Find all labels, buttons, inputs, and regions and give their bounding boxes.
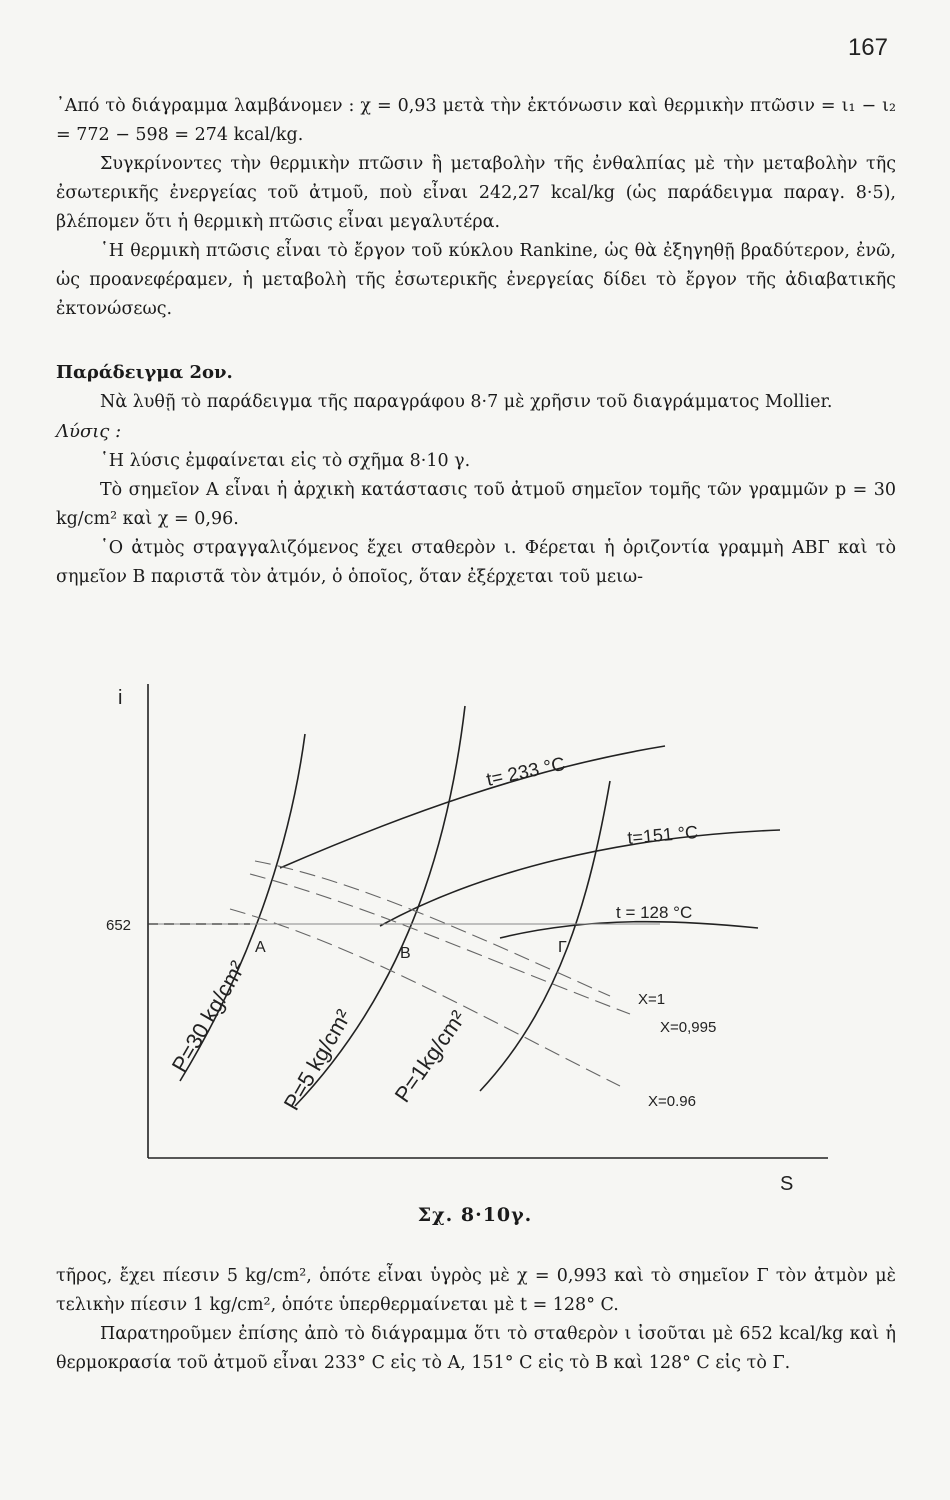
pressure-label-5: P=5 kg/cm² [278, 1005, 357, 1115]
pressure-line-1 [480, 781, 610, 1091]
page-number: 167 [847, 34, 888, 61]
x-axis-label: S [780, 1173, 794, 1195]
figure-caption: Σχ. 8·10γ. [417, 1204, 533, 1226]
tick-label-652: 652 [106, 917, 132, 934]
y-axis-label: i [118, 687, 123, 709]
closing-text [56, 1262, 896, 1378]
pressure-label-1: P=1kg/cm² [389, 1005, 471, 1107]
intro-text [56, 92, 896, 324]
pressure-label-30: P=30 kg/cm² [166, 956, 251, 1077]
example-heading: Παράδειγμα 2ον. [56, 362, 233, 383]
solution-paragraph-2: Τὸ σημεῖον Α εἶναι ἡ ἀρχικὴ κατάστασις τοῦ ἀτμοῦ σημεῖον τομῆς τῶν γραμμῶν p = 30 kg/cm² καὶ χ = 0,96. [56, 480, 896, 529]
quality-line-x0995 [250, 874, 630, 1014]
temp-label-233: t= 233 °C [484, 753, 568, 791]
paragraph-continuation: τῆρος, ἔχει πίεσιν 5 kg/cm², ὁπότε εἶναι ὑγρὸς μὲ χ = 0,993 καὶ τὸ σημεῖον Γ τὸν ἀτμὸν μὲ τελικὴν πίεσιν 1 kg/cm², ὁπότε ὑπερθερμαίνεται μὲ t = 128° C. [56, 1266, 896, 1315]
example-statement: Νὰ λυθῇ τὸ παράδειγμα τῆς παραγράφου 8·7 μὲ χρῆσιν τοῦ διαγράμματος Mollier. [100, 392, 833, 412]
solution-paragraph-1: ῾Η λύσις ἐμφαίνεται εἰς τὸ σχῆμα 8·10 γ. [100, 451, 471, 471]
point-Gamma: Γ [558, 939, 567, 956]
quality-label-0995: X=0,995 [660, 1019, 717, 1036]
mollier-diagram [100, 676, 880, 1196]
point-A: Α [255, 939, 266, 956]
paragraph-rankine: ῾Η θερμικὴ πτῶσις εἶναι τὸ ἔργον τοῦ κύκλου Rankine, ὡς θὰ ἐξηγηθῇ βραδύτερον, ἐνῶ, ὡς προανεφέραμεν, ἡ μεταβολὴ τῆς ἐσωτερικῆς ἐνεργείας δίδει τὸ ἔργον τῆς ἀδιαβατικῆς ἐκτονώσεως. [56, 241, 896, 319]
quality-label-1: X=1 [638, 991, 666, 1008]
paragraph-result: ᾿Από τὸ διάγραμμα λαμβάνομεν : χ = 0,93 μετὰ τὴν ἐκτόνωσιν καὶ θερμικὴν πτῶσιν = ι₁ − ι₂ = 772 − 598 = 274 kcal/kg. [56, 96, 896, 145]
point-B: Β [400, 945, 411, 962]
solution-paragraph-3: ῾Ο ἀτμὸς στραγγαλιζόμενος ἔχει σταθερὸν ι. Φέρεται ἡ ὁριζοντία γραμμὴ ΑΒΓ καὶ τὸ σημεῖον Β παριστᾶ τὸν ἀτμόν, ὁ ὁποῖος, ὅταν ἐξέρχεται τοῦ μειω- [56, 538, 896, 587]
solution-label: Λύσις : [56, 421, 122, 442]
quality-line-x1 [255, 861, 610, 996]
paragraph-comparison: Συγκρίνοντες τὴν θερμικὴν πτῶσιν ἢ μεταβολὴν τῆς ἐνθαλπίας μὲ τὴν μεταβολὴν τῆς ἐσωτερικῆς ἐνεργείας τοῦ ἀτμοῦ, ποὺ εἶναι 242,27 kcal/kg (ὡς παράδειγμα παραγ. 8·5), βλέπομεν ὅτι ἡ θερμικὴ πτῶσις εἶναι μεγαλυτέρα. [56, 154, 896, 232]
paragraph-observation: Παρατηροῦμεν ἐπίσης ἀπὸ τὸ διάγραμμα ὅτι τὸ σταθερὸν ι ἰσοῦται μὲ 652 kcal/kg καὶ ἡ θερμοκρασία τοῦ ἀτμοῦ εἶναι 233° C εἰς τὸ Α, 151° C εἰς τὸ Β καὶ 128° C εἰς τὸ Γ. [56, 1324, 896, 1373]
temp-label-128: t = 128 °C [616, 903, 693, 922]
example-section [56, 358, 896, 592]
quality-label-096: X=0.96 [648, 1093, 696, 1110]
temp-label-151: t=151 °C [626, 821, 699, 848]
